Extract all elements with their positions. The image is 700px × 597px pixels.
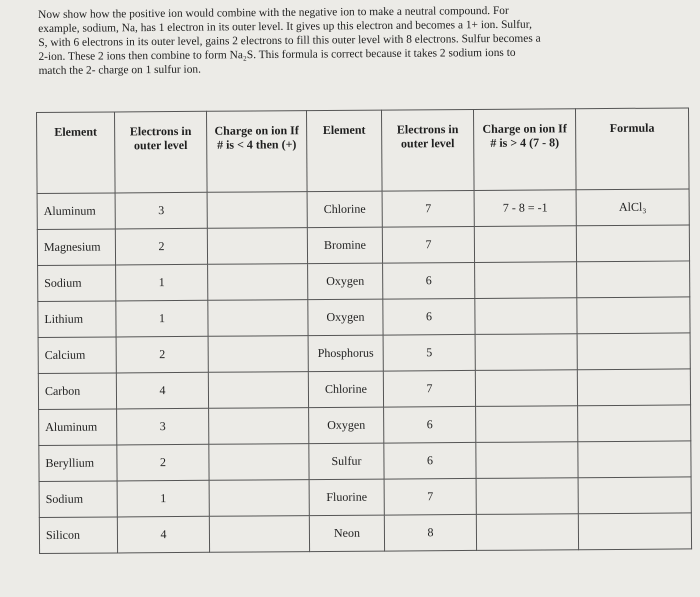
element-cell xyxy=(309,443,384,480)
header-electrons-outer-level: Electrons in outer level xyxy=(115,111,208,193)
header-electrons-outer-level: Electrons in outer level xyxy=(381,109,474,191)
element-name: Aluminum xyxy=(45,419,98,434)
charge-cell: 7 - 8 = -1 xyxy=(474,190,576,227)
electrons-cell: 4 xyxy=(117,516,209,553)
charge-cell xyxy=(208,372,308,409)
instructions-line: S, with 6 electrons in its outer level, gains 2 electrons to fill this outer level with 8 electrons. Sulfur becomes a xyxy=(38,32,541,49)
element-cell xyxy=(37,229,115,266)
element-cell xyxy=(39,409,117,446)
element-name: Silicon xyxy=(45,527,81,542)
element-name: Fluorine xyxy=(326,489,368,504)
charge-cell xyxy=(208,264,308,301)
element-cell xyxy=(38,373,116,410)
element-cell xyxy=(307,227,382,264)
electrons-cell: 1 xyxy=(116,300,208,337)
element-name: Beryllium xyxy=(45,455,95,470)
element-name: Chlorine xyxy=(323,201,366,216)
header-element: Element xyxy=(306,110,382,192)
table-row xyxy=(39,405,691,446)
table-row xyxy=(39,477,691,518)
electrons-cell: 3 xyxy=(115,192,207,229)
charge-cell xyxy=(209,408,309,445)
charge-cell xyxy=(209,516,309,553)
header-element: Element xyxy=(37,112,116,194)
table-row xyxy=(38,261,690,302)
element-cell xyxy=(38,265,116,302)
formula-cell: AlCl₃ xyxy=(576,189,689,226)
charge-cell xyxy=(208,300,308,337)
element-cell xyxy=(308,371,383,408)
instructions-line: match the 2- charge on 1 sulfur ion. xyxy=(38,63,201,77)
element-cell xyxy=(37,193,115,230)
electrons-cell: 2 xyxy=(117,444,209,481)
element-cell xyxy=(38,337,116,374)
element-cell xyxy=(308,299,383,336)
electrons-cell: 2 xyxy=(116,336,208,373)
element-name: Bromine xyxy=(323,237,366,252)
electrons-cell: 7 xyxy=(382,226,474,263)
table-row xyxy=(38,297,690,338)
element-name: Sulfur xyxy=(331,453,362,468)
header-formula: Formula xyxy=(575,108,689,190)
element-name: Oxygen xyxy=(326,273,365,288)
element-name: Phosphorus xyxy=(317,345,374,361)
electrons-cell: 6 xyxy=(384,406,476,443)
table-row xyxy=(39,513,691,554)
electrons-cell: 5 xyxy=(383,334,475,371)
element-name: Oxygen xyxy=(326,309,365,324)
formula-cell xyxy=(578,513,691,550)
formula-cell xyxy=(576,225,689,262)
instructions-line: example, sodium, Na, has 1 electron in its outer level. It gives up this electron and becomes a 1+ ion. Sulfur, xyxy=(38,18,532,35)
element-cell xyxy=(307,191,382,228)
electrons-cell: 6 xyxy=(383,262,475,299)
element-cell xyxy=(309,479,384,516)
charge-cell xyxy=(208,336,308,373)
charge-cell xyxy=(207,228,307,265)
formula-cell xyxy=(577,369,690,406)
charge-cell xyxy=(476,514,578,551)
charge-cell xyxy=(475,370,577,407)
electrons-cell: 1 xyxy=(116,264,208,301)
table-row xyxy=(39,441,691,482)
electrons-cell: 1 xyxy=(117,480,209,517)
formula-cell xyxy=(577,261,690,298)
formula-cell xyxy=(578,405,691,442)
charge-cell xyxy=(474,226,576,263)
element-name: Neon xyxy=(333,525,360,540)
electrons-cell: 2 xyxy=(115,228,207,265)
element-cell xyxy=(38,301,116,338)
charge-cell xyxy=(476,478,578,515)
charge-cell xyxy=(475,298,577,335)
table-row xyxy=(38,333,690,374)
element-name: Sodium xyxy=(44,275,82,290)
element-cell xyxy=(39,517,117,554)
electrons-cell: 4 xyxy=(116,372,208,409)
element-cell xyxy=(39,481,117,518)
formula-cell xyxy=(578,441,691,478)
charge-cell xyxy=(476,406,578,443)
electrons-cell: 8 xyxy=(384,514,476,551)
instructions-paragraph xyxy=(38,3,661,78)
electrons-cell: 6 xyxy=(384,442,476,479)
charge-cell xyxy=(475,262,577,299)
table-row xyxy=(37,225,689,266)
electrons-cell: 7 xyxy=(384,478,476,515)
formula-cell xyxy=(577,297,690,334)
electrons-cell: 7 xyxy=(383,370,475,407)
charge-cell xyxy=(207,192,307,229)
header-row xyxy=(37,108,690,194)
header-charge-negative: Charge on ion If # is > 4 (7 - 8) xyxy=(473,109,576,191)
charge-cell xyxy=(209,444,309,481)
element-name: Calcium xyxy=(44,347,86,362)
element-name: Sodium xyxy=(45,491,84,506)
instructions-line: 2-ion. These 2 ions then combine to form Na₂S. This formula is correct because it takes 2 sodium ions to xyxy=(38,46,516,63)
ionic-compound-table xyxy=(36,107,692,554)
electrons-cell: 7 xyxy=(382,190,474,227)
element-cell xyxy=(39,445,117,482)
element-name: Carbon xyxy=(44,383,81,398)
instructions-line: Now show how the positive ion would combine with the negative ion to make a neutral compound. For xyxy=(38,4,509,21)
element-name: Chlorine xyxy=(324,381,367,396)
element-cell xyxy=(308,263,383,300)
formula-cell xyxy=(578,477,691,514)
electrons-cell: 6 xyxy=(383,298,475,335)
element-cell xyxy=(308,335,383,372)
charge-cell xyxy=(209,480,309,517)
element-name: Lithium xyxy=(44,311,84,326)
charge-cell xyxy=(475,334,577,371)
element-name: Magnesium xyxy=(43,239,101,254)
table-row xyxy=(38,369,690,410)
electrons-cell: 3 xyxy=(117,408,209,445)
element-cell xyxy=(309,515,384,552)
element-cell xyxy=(309,407,384,444)
element-name: Aluminum xyxy=(43,203,96,218)
table-row xyxy=(37,189,689,230)
element-name: Oxygen xyxy=(327,417,366,432)
formula-cell xyxy=(577,333,690,370)
header-charge-positive: Charge on ion If # is < 4 then (+) xyxy=(206,111,307,193)
charge-cell xyxy=(476,442,578,479)
